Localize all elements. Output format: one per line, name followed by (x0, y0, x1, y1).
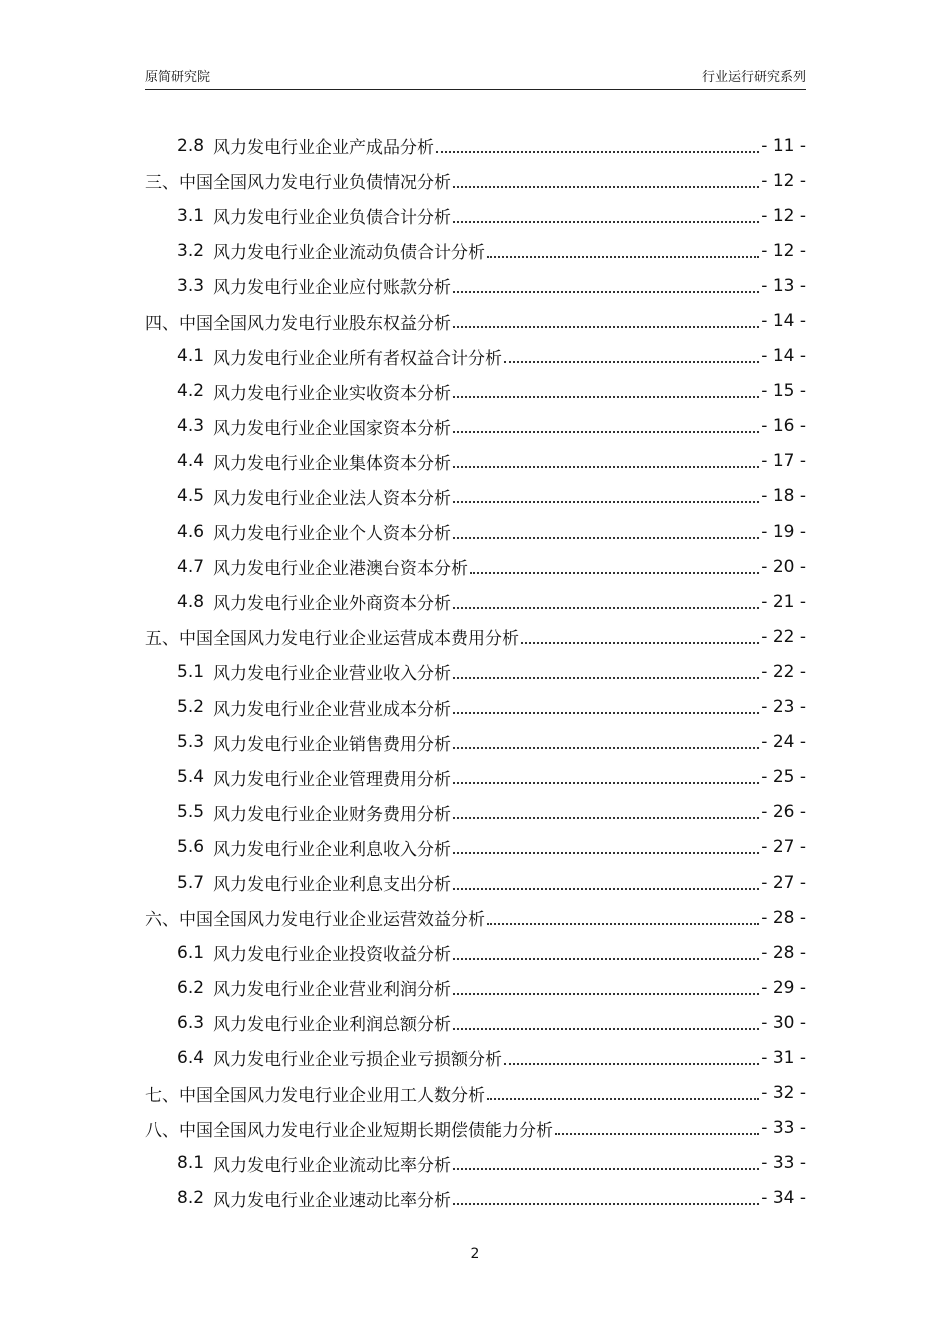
toc-entry-page: - 20 - (761, 556, 806, 577)
toc-entry[interactable] (145, 830, 806, 865)
toc-leader-dots (453, 747, 759, 749)
toc-entry-title: 五、中国全国风力发电行业企业运营成本费用分析 (145, 629, 519, 650)
toc-entry[interactable] (145, 900, 806, 935)
toc-entry-page: - 12 - (761, 205, 806, 226)
toc-entry-page: - 24 - (761, 732, 806, 753)
toc-entry[interactable] (145, 1111, 806, 1146)
toc-entry-title: 风力发电行业企业流动负债合计分析 (213, 243, 486, 264)
toc-entry-number: 5.3 (177, 732, 205, 753)
toc-entry[interactable] (145, 725, 806, 760)
toc-entry-title: 风力发电行业企业销售费用分析 (213, 734, 452, 755)
toc-entry[interactable] (145, 619, 806, 654)
toc-entry[interactable] (145, 935, 806, 970)
toc-entry-title: 风力发电行业企业营业收入分析 (213, 664, 452, 685)
toc-entry-title: 八、中国全国风力发电行业企业短期长期偿债能力分析 (145, 1120, 553, 1141)
toc-entry-number: 4.1 (177, 346, 205, 367)
toc-entry-number: 4.8 (177, 591, 205, 612)
toc-entry-number: 5.4 (177, 767, 205, 788)
toc-leader-dots (470, 572, 759, 574)
toc-leader-dots (453, 221, 759, 223)
toc-entry-page: - 11 - (761, 135, 806, 156)
toc-entry-page: - 17 - (761, 451, 806, 472)
toc-entry-page: - 26 - (761, 802, 806, 823)
toc-leader-dots (521, 642, 759, 644)
toc-entry[interactable] (145, 1181, 806, 1216)
toc-entry-title: 风力发电行业企业投资收益分析 (213, 945, 452, 966)
toc-entry-title: 风力发电行业企业利息支出分析 (213, 875, 452, 896)
toc-leader-dots (453, 852, 759, 854)
toc-leader-dots (487, 256, 759, 258)
toc-entry[interactable] (145, 303, 806, 338)
toc-entry[interactable] (145, 549, 806, 584)
toc-entry-number: 2.8 (177, 135, 205, 156)
toc-entry-number: 3.2 (177, 240, 205, 261)
toc-entry-page: - 12 - (761, 240, 806, 261)
toc-entry[interactable] (145, 1146, 806, 1181)
toc-entry[interactable] (145, 1076, 806, 1111)
toc-entry-page: - 12 - (761, 170, 806, 191)
toc-entry-number: 6.1 (177, 942, 205, 963)
toc-entry[interactable] (145, 128, 806, 163)
toc-entry[interactable] (145, 339, 806, 374)
toc-entry-page: - 25 - (761, 767, 806, 788)
toc-entry-title: 风力发电行业企业应付账款分析 (213, 278, 452, 299)
toc-leader-dots (453, 186, 759, 188)
toc-entry-number: 6.2 (177, 977, 205, 998)
toc-entry[interactable] (145, 1040, 806, 1075)
toc-entry-page: - 23 - (761, 697, 806, 718)
toc-entry-title: 六、中国全国风力发电行业企业运营效益分析 (145, 910, 485, 931)
toc-entry-number: 5.6 (177, 837, 205, 858)
toc-entry[interactable] (145, 268, 806, 303)
toc-entry-number: 3.3 (177, 275, 205, 296)
toc-leader-dots (453, 466, 759, 468)
toc-entry-page: - 22 - (761, 661, 806, 682)
toc-entry-title: 三、中国全国风力发电行业负债情况分析 (145, 173, 451, 194)
toc-entry-page: - 32 - (761, 1083, 806, 1104)
toc-leader-dots (453, 1028, 759, 1030)
toc-entry-title: 风力发电行业企业营业利润分析 (213, 980, 452, 1001)
toc-entry-number: 8.1 (177, 1153, 205, 1174)
toc-entry[interactable] (145, 514, 806, 549)
toc-entry[interactable] (145, 409, 806, 444)
toc-leader-dots (453, 326, 759, 328)
toc-leader-dots (487, 923, 759, 925)
toc-entry-number: 4.7 (177, 556, 205, 577)
toc-entry-number: 5.1 (177, 661, 205, 682)
toc-entry[interactable] (145, 1005, 806, 1040)
toc-entry-title: 风力发电行业企业外商资本分析 (213, 594, 452, 615)
toc-entry-page: - 33 - (761, 1153, 806, 1174)
toc-entry-page: - 19 - (761, 521, 806, 542)
toc-entry-title: 风力发电行业企业负债合计分析 (213, 208, 452, 229)
toc-entry-number: 6.4 (177, 1047, 205, 1068)
toc-entry-title: 风力发电行业企业法人资本分析 (213, 488, 452, 509)
toc-entry-number: 4.5 (177, 486, 205, 507)
toc-entry-page: - 29 - (761, 977, 806, 998)
toc-entry-page: - 21 - (761, 591, 806, 612)
toc-entry-page: - 34 - (761, 1188, 806, 1209)
header-publisher: 原简研究院 (145, 70, 211, 85)
toc-entry[interactable] (145, 584, 806, 619)
toc-entry[interactable] (145, 479, 806, 514)
toc-entry-number: 4.6 (177, 521, 205, 542)
toc-entry-title: 风力发电行业企业营业成本分析 (213, 699, 452, 720)
toc-entry-number: 5.5 (177, 802, 205, 823)
toc-leader-dots (453, 712, 759, 714)
toc-entry-number: 4.4 (177, 451, 205, 472)
toc-entry-page: - 27 - (761, 837, 806, 858)
toc-entry-title: 七、中国全国风力发电行业企业用工人数分析 (145, 1085, 485, 1106)
toc-entry-title: 风力发电行业企业实收资本分析 (213, 383, 452, 404)
toc-leader-dots (504, 361, 759, 363)
toc-entry-title: 风力发电行业企业产成品分析 (213, 138, 435, 159)
toc-leader-dots (555, 1133, 759, 1135)
toc-entry-number: 6.3 (177, 1012, 205, 1033)
toc-entry[interactable] (145, 198, 806, 233)
toc-entry-page: - 14 - (761, 346, 806, 367)
page-number: 2 (470, 1246, 480, 1262)
toc-entry-page: - 33 - (761, 1118, 806, 1139)
toc-entry-page: - 28 - (761, 942, 806, 963)
toc-entry-title: 风力发电行业企业集体资本分析 (213, 453, 452, 474)
table-of-contents (145, 128, 806, 1216)
toc-leader-dots (453, 677, 759, 679)
toc-leader-dots (504, 1063, 759, 1065)
toc-entry[interactable] (145, 795, 806, 830)
toc-entry-page: - 18 - (761, 486, 806, 507)
toc-entry-title: 风力发电行业企业亏损企业亏损额分析 (213, 1050, 503, 1071)
toc-entry-title: 风力发电行业企业个人资本分析 (213, 524, 452, 545)
toc-entry[interactable] (145, 690, 806, 725)
toc-leader-dots (453, 501, 759, 503)
toc-entry-page: - 28 - (761, 907, 806, 928)
toc-entry-page: - 31 - (761, 1047, 806, 1068)
toc-entry-page: - 15 - (761, 381, 806, 402)
toc-leader-dots (453, 888, 759, 890)
toc-entry[interactable] (145, 374, 806, 409)
toc-leader-dots (453, 291, 759, 293)
toc-entry-title: 风力发电行业企业所有者权益合计分析 (213, 348, 503, 369)
toc-entry[interactable] (145, 654, 806, 689)
toc-entry-page: - 16 - (761, 416, 806, 437)
toc-entry-page: - 30 - (761, 1012, 806, 1033)
toc-entry[interactable] (145, 865, 806, 900)
toc-entry-page: - 13 - (761, 275, 806, 296)
toc-entry-number: 8.2 (177, 1188, 205, 1209)
toc-entry-number: 3.1 (177, 205, 205, 226)
toc-leader-dots (453, 396, 759, 398)
toc-entry-title: 四、中国全国风力发电行业股东权益分析 (145, 313, 451, 334)
toc-entry-number: 4.2 (177, 381, 205, 402)
toc-entry-title: 风力发电行业企业流动比率分析 (213, 1155, 452, 1176)
toc-leader-dots (453, 1168, 759, 1170)
toc-leader-dots (453, 607, 759, 609)
toc-entry-title: 风力发电行业企业利息收入分析 (213, 839, 452, 860)
toc-entry[interactable] (145, 970, 806, 1005)
toc-leader-dots (453, 1203, 759, 1205)
toc-leader-dots (487, 1098, 759, 1100)
toc-leader-dots (453, 817, 759, 819)
toc-leader-dots (453, 782, 759, 784)
page-header (145, 66, 806, 90)
toc-leader-dots (453, 537, 759, 539)
toc-entry-page: - 27 - (761, 872, 806, 893)
toc-entry[interactable] (145, 760, 806, 795)
toc-entry-number: 5.2 (177, 697, 205, 718)
header-series: 行业运行研究系列 (701, 70, 806, 85)
toc-entry-title: 风力发电行业企业管理费用分析 (213, 769, 452, 790)
toc-entry-number: 5.7 (177, 872, 205, 893)
toc-entry[interactable] (145, 163, 806, 198)
toc-entry-title: 风力发电行业企业利润总额分析 (213, 1015, 452, 1036)
toc-leader-dots (453, 431, 759, 433)
toc-entry-number: 4.3 (177, 416, 205, 437)
toc-entry-title: 风力发电行业企业国家资本分析 (213, 418, 452, 439)
toc-entry-title: 风力发电行业企业财务费用分析 (213, 804, 452, 825)
toc-leader-dots (436, 151, 759, 153)
toc-entry[interactable] (145, 233, 806, 268)
toc-entry-page: - 22 - (761, 626, 806, 647)
toc-entry-title: 风力发电行业企业港澳台资本分析 (213, 559, 469, 580)
toc-leader-dots (453, 993, 759, 995)
toc-entry-page: - 14 - (761, 311, 806, 332)
toc-entry-title: 风力发电行业企业速动比率分析 (213, 1190, 452, 1211)
toc-entry[interactable] (145, 444, 806, 479)
toc-leader-dots (453, 958, 759, 960)
